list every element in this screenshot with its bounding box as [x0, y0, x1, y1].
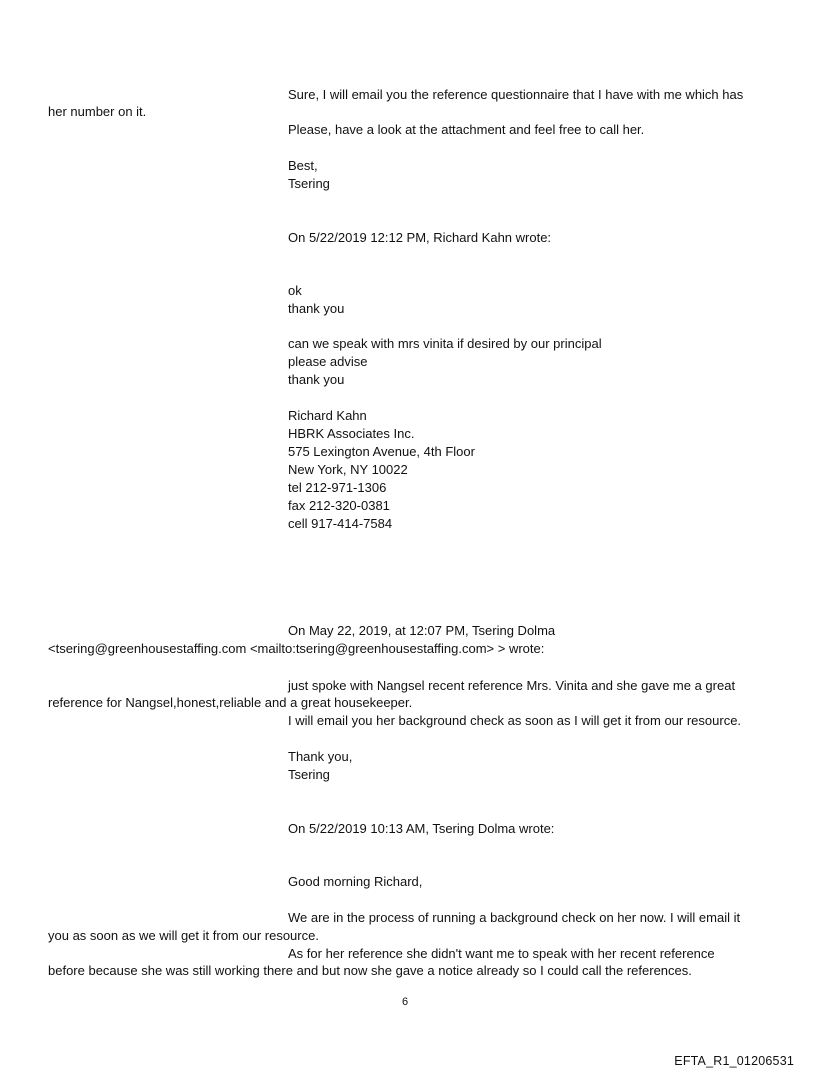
message-line: please advise [288, 354, 368, 369]
message-line: before because she was still working there and but now she gave a notice already so I could call the references. [48, 963, 692, 978]
reply-line: Please, have a look at the attachment and feel free to call her. [288, 122, 645, 137]
signature-line: Richard Kahn [288, 408, 367, 423]
message-line: We are in the process of running a background check on her now. I will email it [288, 910, 741, 925]
reply-line: her number on it. [48, 104, 147, 119]
signature-line: 575 Lexington Avenue, 4th Floor [288, 444, 475, 459]
quote-header: On May 22, 2019, at 12:07 PM, Tsering Dolma [288, 623, 556, 638]
signature-line: HBRK Associates Inc. [288, 426, 415, 441]
bates-number: EFTA_R1_01206531 [674, 1054, 794, 1068]
sender-name: Tsering [288, 767, 330, 782]
message-line: can we speak with mrs vinita if desired by our principal [288, 336, 602, 351]
greeting: Good morning Richard, [288, 874, 423, 889]
message-line: As for her reference she didn't want me to speak with her recent reference [288, 946, 715, 961]
message-line: ok [288, 283, 302, 298]
sender-name: Tsering [288, 176, 330, 191]
message-line: thank you [288, 372, 345, 387]
signature-line: fax 212-320-0381 [288, 498, 390, 513]
message-line: reference for Nangsel,honest,reliable and a great housekeeper. [48, 695, 413, 710]
reply-line: Sure, I will email you the reference questionnaire that I have with me which has [288, 87, 744, 102]
signature-line: cell 917-414-7584 [288, 516, 393, 531]
message-line: thank you [288, 301, 345, 316]
quote-header-email: <tsering@greenhousestaffing.com <mailto:tsering@greenhousestaffing.com> > wrote: [48, 641, 545, 656]
signoff: Thank you, [288, 749, 353, 764]
page-number: 6 [402, 996, 409, 1008]
message-line: just spoke with Nangsel recent reference Mrs. Vinita and she gave me a great [288, 678, 736, 693]
signature-line: tel 212-971-1306 [288, 480, 387, 495]
message-line: you as soon as we will get it from our resource. [48, 928, 319, 943]
quote-header: On 5/22/2019 12:12 PM, Richard Kahn wrote: [288, 230, 552, 245]
message-line: I will email you her background check as soon as I will get it from our resource. [288, 713, 742, 728]
quote-header: On 5/22/2019 10:13 AM, Tsering Dolma wrote: [288, 821, 555, 836]
signoff: Best, [288, 158, 318, 173]
signature-line: New York, NY 10022 [288, 462, 408, 477]
